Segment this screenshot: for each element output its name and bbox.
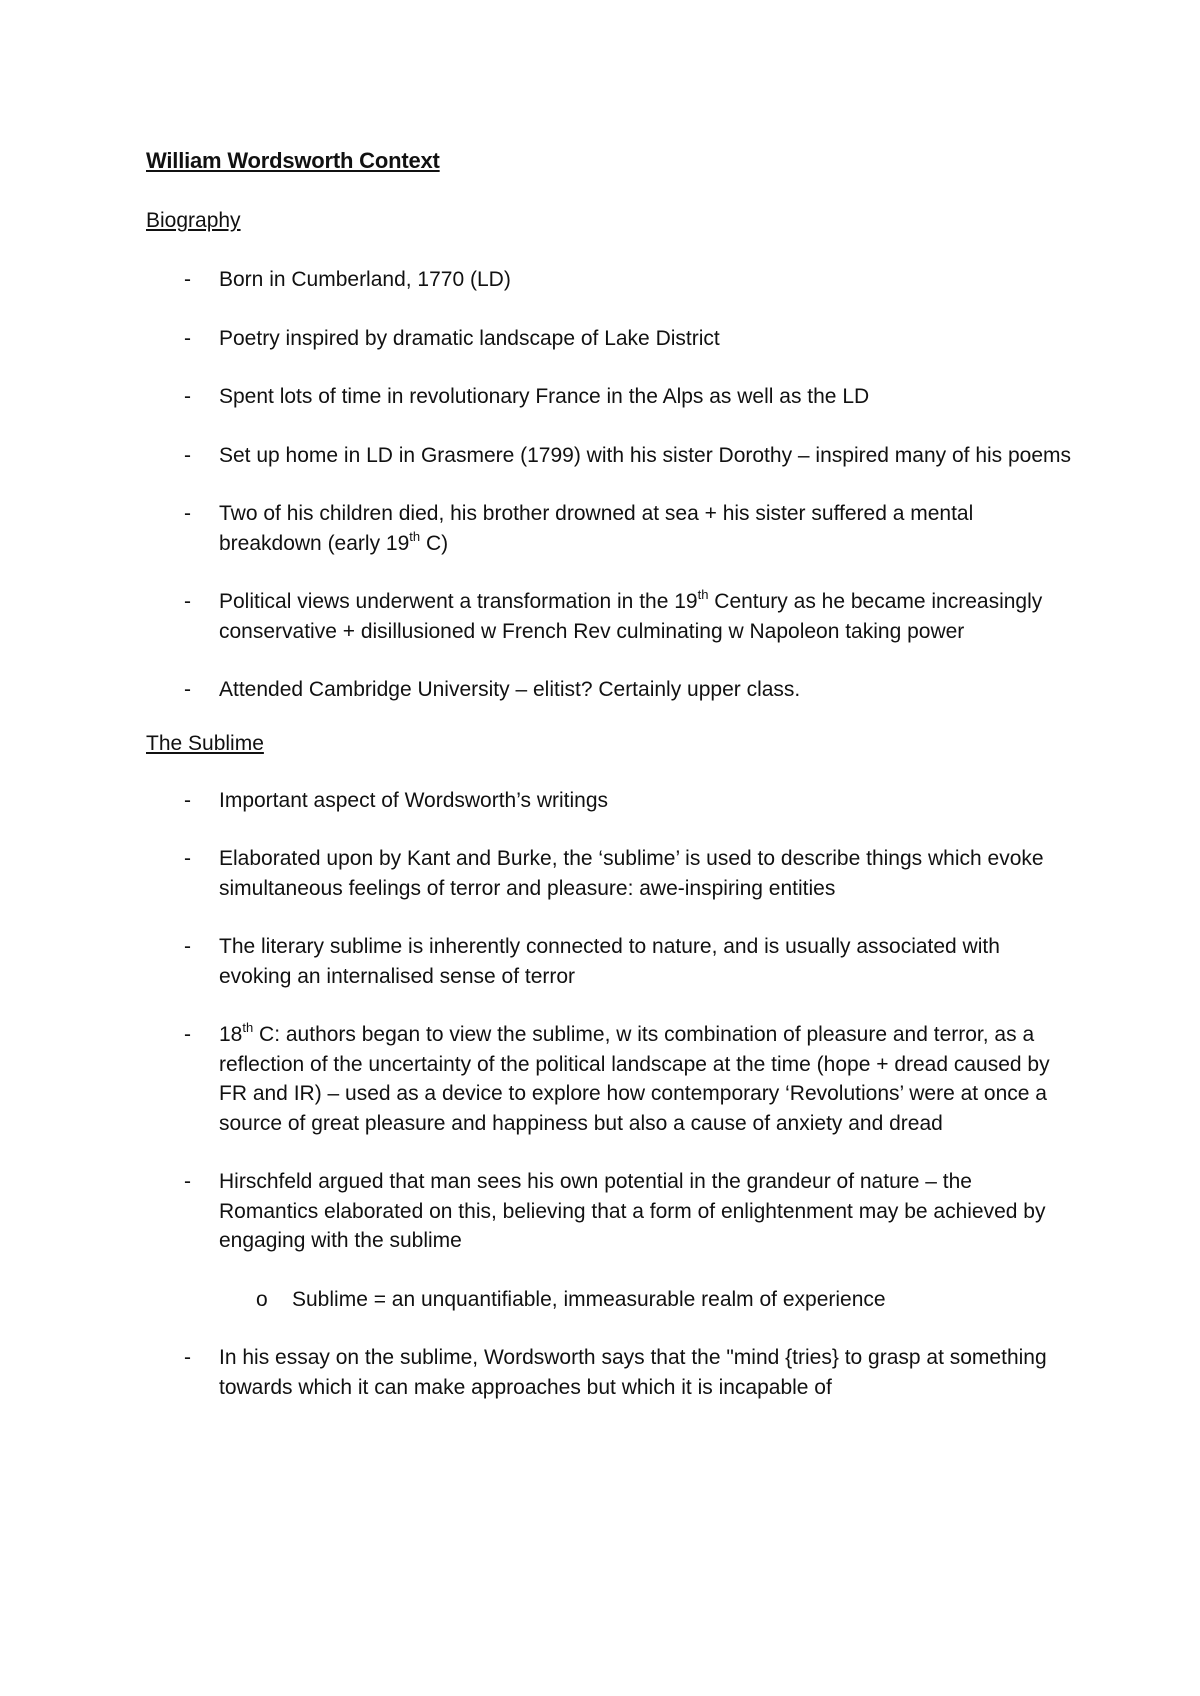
list-item — [146, 441, 1076, 471]
list-item-text: Hirschfeld argued that man sees his own potential in the grandeur of nature – the Romantics elaborated on this, believing that a form of enlightenment may be achieved by engaging with the sublime — [219, 1170, 1046, 1252]
dash-bullet: - — [184, 1346, 191, 1369]
list-item — [146, 265, 1076, 295]
dash-bullet: - — [184, 1170, 191, 1193]
list-item — [146, 382, 1076, 412]
circle-bullet: o — [256, 1287, 268, 1311]
sublime-list — [146, 786, 1076, 1403]
list-item — [146, 675, 1076, 705]
list-item-text: Attended Cambridge University – elitist? Certainly upper class. — [219, 678, 801, 701]
document-body — [146, 146, 1076, 1402]
list-item-text: The literary sublime is inherently connected to nature, and is usually associated with evoking an internalised sense of terror — [219, 935, 1000, 988]
dash-bullet: - — [184, 788, 191, 812]
list-item — [146, 1167, 1076, 1256]
biography-list — [146, 265, 1076, 705]
superscript: th — [242, 1020, 254, 1035]
list-item-text-start: Two of his children died, his brother drowned at sea + his sister suffered a mental breakdown (early 19 — [219, 502, 974, 555]
list-item-text: In his essay on the sublime, Wordsworth says that the "mind {tries} to grasp at something towards which it can make approaches but which it is incapable of — [219, 1346, 1047, 1399]
superscript: th — [409, 528, 421, 544]
biography-heading: Biography — [146, 209, 241, 232]
dash-bullet: - — [184, 385, 191, 408]
dash-bullet: - — [184, 1023, 191, 1046]
dash-bullet: - — [184, 443, 191, 467]
list-item — [146, 587, 1076, 646]
list-item — [146, 932, 1076, 991]
list-item-text: Born in Cumberland, 1770 (LD) — [219, 268, 511, 291]
list-item-text: Poetry inspired by dramatic landscape of Lake District — [219, 326, 720, 350]
dash-bullet: - — [184, 847, 191, 870]
list-item-text: Important aspect of Wordsworth’s writings — [219, 788, 609, 812]
sub-list-item — [146, 1285, 1076, 1315]
list-item — [146, 499, 1076, 558]
list-item-text-end: C: authors began to view the sublime, w its combination of pleasure and terror, as a reflection of the uncertainty of the political landscape at the time (hope + dread caused by FR and IR) – used as a device to explore how contemporary ‘Revolutions’ were at once a source of great pleasure and happiness but also a cause of anxiety and dread — [219, 1023, 1050, 1135]
list-item-text: Spent lots of time in revolutionary France in the Alps as well as the LD — [219, 385, 870, 408]
list-item — [146, 1343, 1076, 1402]
list-item-text-start: Political views underwent a transformation in the 19 — [219, 590, 698, 613]
dash-bullet: - — [184, 935, 191, 958]
list-item — [146, 1020, 1076, 1138]
list-item — [146, 844, 1076, 903]
dash-bullet: - — [184, 326, 191, 350]
list-item — [146, 324, 1076, 354]
list-item-text: Set up home in LD in Grasmere (1799) with his sister Dorothy – inspired many of his poems — [219, 443, 1072, 467]
list-item — [146, 786, 1076, 816]
dash-bullet: - — [184, 502, 191, 525]
document-title: William Wordsworth Context — [146, 148, 440, 173]
dash-bullet: - — [184, 590, 191, 613]
dash-bullet: - — [184, 678, 191, 701]
list-item-text-end: Century as he became increasingly conservative + disillusioned w French Rev culminating w Napoleon taking power — [219, 590, 1043, 643]
list-item-text: Elaborated upon by Kant and Burke, the ‘sublime’ is used to describe things which evoke simultaneous feelings of terror and pleasure: awe-inspiring entities — [219, 847, 1044, 900]
list-item-text-end: C) — [420, 531, 449, 555]
sublime-heading: The Sublime — [146, 731, 264, 755]
sub-list-item-text: Sublime = an unquantifiable, immeasurable realm of experience — [292, 1287, 886, 1311]
superscript: th — [697, 587, 709, 602]
list-item-text-start: 18 — [219, 1023, 243, 1046]
dash-bullet: - — [184, 268, 191, 291]
